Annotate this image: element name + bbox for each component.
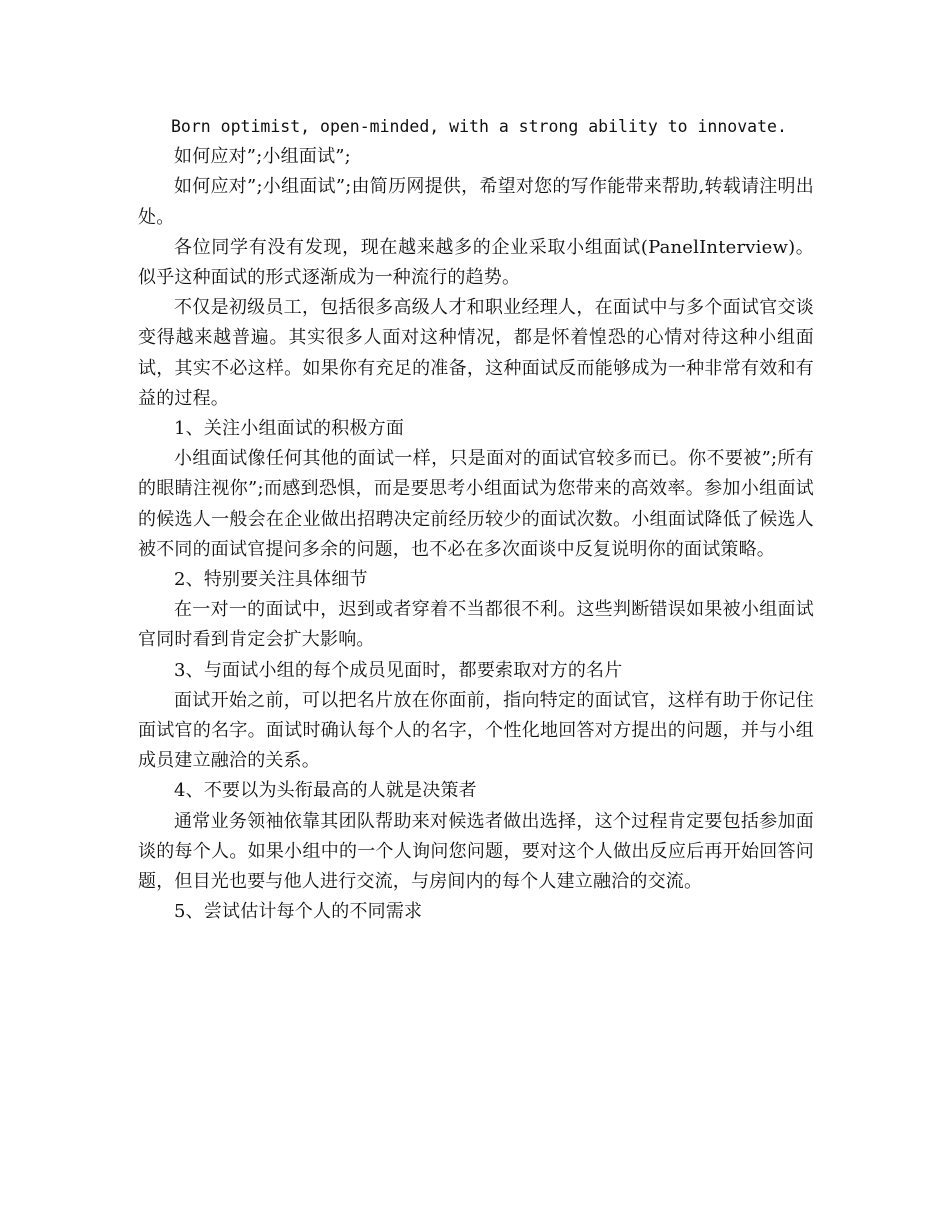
section-heading-4: 4、不要以为头衔最高的人就是决策者 xyxy=(174,780,477,802)
paragraph-section-4: 通常业务领袖依靠其团队帮助来对候选者做出选择，这个过程肯定要包括参加面谈的每个人。如果小组中的一个人询问您问题，要对这个人做出反应后再开始回答问题，但目光也要与他人进行交流，与房间内的每个人建立融洽的交流。 xyxy=(138,810,814,893)
paragraph-panel-interview-trend: 各位同学有没有发现，现在越来越多的企业采取小组面试(PanelInterview)。似乎这种面试的形式逐渐成为一种流行的趋势。 xyxy=(138,236,814,289)
paragraph-common-practice: 不仅是初级员工，包括很多高级人才和职业经理人，在面试中与多个面试官交谈变得越来越普遍。其实很多人面对这种情况，都是怀着惶恐的心情对待这种小组面试，其实不必这样。如果你有充足的准备，这种面试反而能够成为一种非常有效和有益的过程。 xyxy=(138,297,814,409)
paragraph-section-3: 面试开始之前，可以把名片放在你面前，指向特定的面试官，这样有助于你记住面试官的名字。面试时确认每个人的名字，个性化地回答对方提出的问题，并与小组成员建立融洽的关系。 xyxy=(138,689,814,772)
section-heading-3: 3、与面试小组的每个成员见面时，都要索取对方的名片 xyxy=(174,659,623,681)
paragraph-section-2: 在一对一的面试中，迟到或者穿着不当都很不利。这些判断错误如果被小组面试官同时看到肯定会扩大影响。 xyxy=(138,599,814,651)
section-heading-1: 1、关注小组面试的积极方面 xyxy=(174,418,405,440)
section-heading-5: 5、尝试估计每个人的不同需求 xyxy=(174,901,423,923)
paragraph-title-line: 如何应对”;小组面试”; xyxy=(174,146,351,168)
paragraph-section-1: 小组面试像任何其他的面试一样，只是面对的面试官较多而已。你不要被”;所有的眼睛注视你”;而感到恐惧，而是要思考小组面试为您带来的高效率。参加小组面试的候选人一般会在企业做出招聘决定前经历较少的面试次数。小组面试降低了候选人被不同的面试官提问多余的问题，也不必在多次面谈中反复说明你的面试策略。 xyxy=(138,448,814,560)
document-body xyxy=(138,112,814,927)
paragraph-source-note: 如何应对”;小组面试”;由简历网提供，希望对您的写作能带来帮助,转载请注明出处。 xyxy=(138,176,814,228)
paragraph-intro-english: Born optimist, open-minded, with a strong ability to innovate. xyxy=(171,117,787,136)
section-heading-2: 2、特别要关注具体细节 xyxy=(174,569,368,591)
